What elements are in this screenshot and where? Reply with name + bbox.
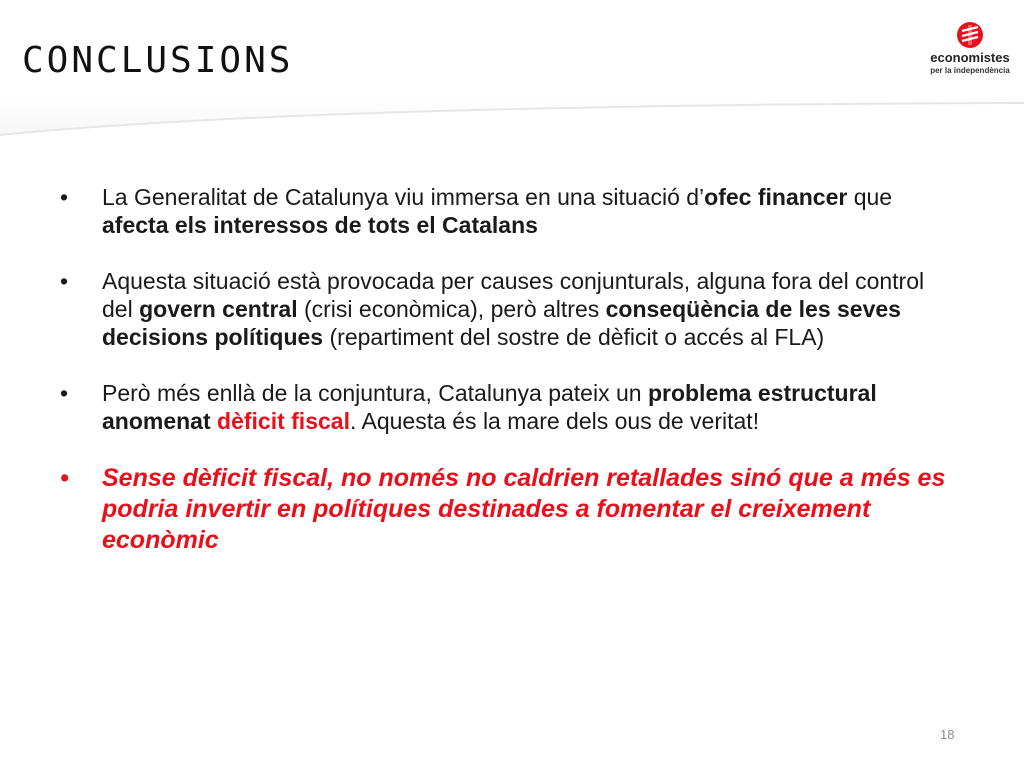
page-number: 18 xyxy=(940,727,955,742)
bullet-item-highlight: • Sense dèficit fiscal, no només no caldrien retallades sinó que a més es podria invertir en polítiques destinades a fomentar el creixement econòmic xyxy=(60,464,946,554)
bullet-dot: • xyxy=(60,380,69,406)
bullet-item: • La Generalitat de Catalunya viu immersa en una situació d’ofec financer que afecta els interessos de tots el Catalans xyxy=(60,184,893,238)
bullet-dot: • xyxy=(60,184,69,210)
brand-logo xyxy=(924,20,1016,82)
logo-mark-icon xyxy=(956,20,984,50)
bullet-item: • Però més enllà de la conjuntura, Catalunya pateix un problema estructural anomenat dèficit fiscal. Aquesta és la mare dels ous de veritat! xyxy=(60,380,877,434)
conclusions-list xyxy=(60,183,960,584)
logo-wordmark: economistes xyxy=(930,50,1010,65)
header-swoosh xyxy=(0,95,1024,165)
logo-tagline: per la independència xyxy=(930,66,1010,75)
slide-title: CONCLUSIONS xyxy=(22,40,294,81)
bullet-dot: • xyxy=(60,464,69,492)
bullet-dot: • xyxy=(60,268,69,294)
bullet-item: • Aquesta situació està provocada per causes conjunturals, alguna fora del control del govern central (crisi econòmica), però altres conseqüència de les seves decisions polítiques (repartiment del sostre de dèficit o accés al FLA) xyxy=(60,268,925,350)
